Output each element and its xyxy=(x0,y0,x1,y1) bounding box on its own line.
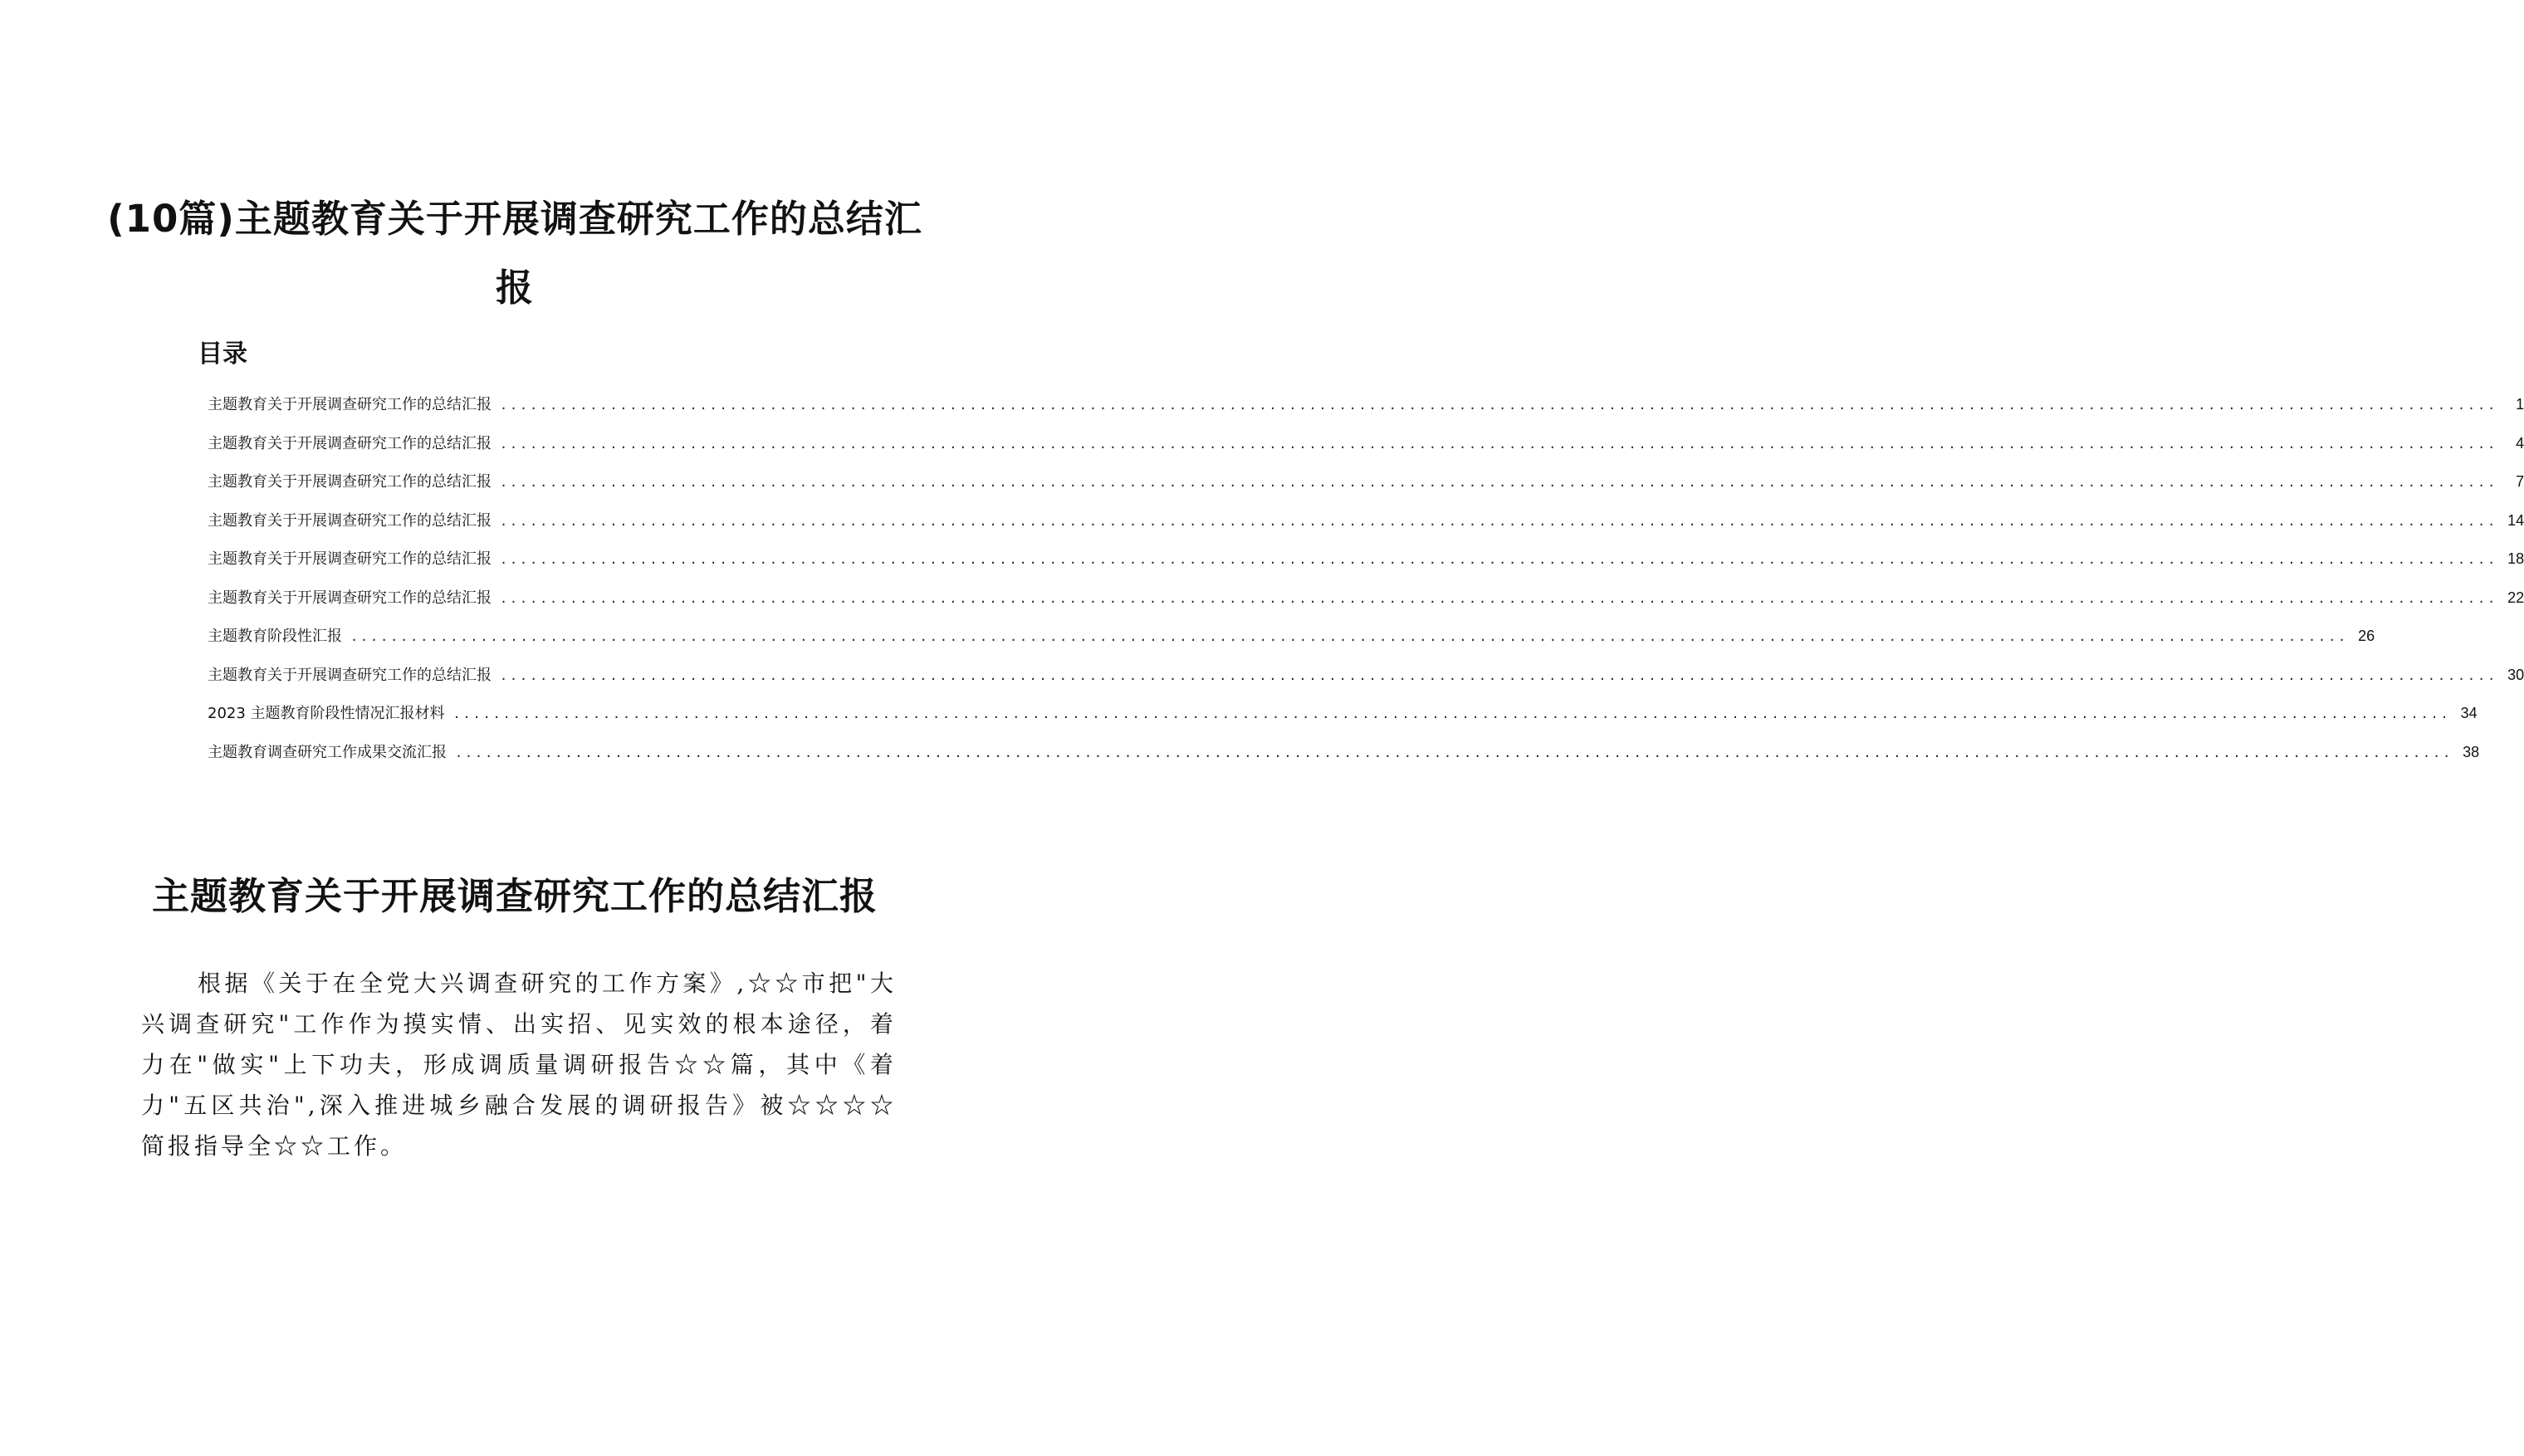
toc-entry-page: 1 xyxy=(2516,396,2524,413)
toc-leader-dots: ........................................................................................................................................................................................................ xyxy=(500,475,2498,490)
toc-leader-dots: ........................................................................................................................................................................................................ xyxy=(500,398,2498,413)
toc-leader-dots: ........................................................................................................................................................................................................ xyxy=(500,590,2498,606)
toc-leader-dots: ........................................................................................................................................................................................................ xyxy=(500,667,2498,683)
toc-entry[interactable] xyxy=(208,663,2524,702)
toc-entry-page: 26 xyxy=(2358,628,2375,644)
toc-leader-dots: ........................................................................................................................................................................................................ xyxy=(455,745,2453,760)
toc-entry-title: 2023 主题教育阶段性情况汇报材料 xyxy=(208,705,445,722)
toc-entry[interactable] xyxy=(208,432,2524,471)
toc-entry-page: 38 xyxy=(2463,743,2480,760)
toc-entry-page: 14 xyxy=(2507,511,2524,529)
toc-entry-title: 主题教育关于开展调查研究工作的总结汇报 xyxy=(208,666,492,684)
toc-leader-dots: ........................................................................................................................................................................................................ xyxy=(500,552,2498,567)
body-paragraph: 根据《关于在全党大兴调查研究的工作方案》,☆☆市把"大兴调查研究"工作作为摸实情、出实招、见实效的根本途径，着力在"做实"上下功夫，形成调质量调研报告☆☆篇，其中《着力"五区共治",深入推进城乡融合发展的调研报告》被☆☆☆☆简报指导全☆☆工作。 xyxy=(141,970,897,1160)
toc-entry-page: 30 xyxy=(2507,666,2524,683)
toc-entry[interactable] xyxy=(208,470,2524,509)
document-title: (10篇)主题教育关于开展调查研究工作的总结汇报 xyxy=(107,197,922,310)
toc-entry-page: 22 xyxy=(2507,589,2524,606)
toc-entry-page: 7 xyxy=(2516,473,2524,490)
toc-entry-title: 主题教育阶段性汇报 xyxy=(208,628,342,645)
toc-entry[interactable] xyxy=(208,740,2480,779)
toc-entry-title: 主题教育关于开展调查研究工作的总结汇报 xyxy=(208,511,492,530)
toc-entry-title: 主题教育关于开展调查研究工作的总结汇报 xyxy=(208,434,492,452)
toc-entry-title: 主题教育调查研究工作成果交流汇报 xyxy=(208,743,447,761)
toc-entry[interactable] xyxy=(208,586,2524,625)
section-title: 主题教育关于开展调查研究工作的总结汇报 xyxy=(151,874,878,918)
toc-entry-title: 主题教育关于开展调查研究工作的总结汇报 xyxy=(208,396,492,413)
toc-entry-title: 主题教育关于开展调查研究工作的总结汇报 xyxy=(208,550,492,568)
toc-entry-page: 34 xyxy=(2460,705,2478,721)
toc-entry[interactable] xyxy=(208,624,2375,663)
toc-leader-dots: ........................................................................................................................................................................................................ xyxy=(452,706,2451,721)
toc-entry[interactable] xyxy=(208,701,2478,740)
toc-entry[interactable] xyxy=(208,393,2524,432)
toc-entry-title: 主题教育关于开展调查研究工作的总结汇报 xyxy=(208,473,492,491)
table-of-contents xyxy=(208,393,2524,779)
toc-leader-dots: ........................................................................................................................................................................................................ xyxy=(500,513,2498,529)
toc-leader-dots: ........................................................................................................................................................................................................ xyxy=(500,436,2498,452)
toc-heading: 目录 xyxy=(198,340,247,369)
toc-entry-page: 18 xyxy=(2507,550,2524,567)
toc-entry-page: 4 xyxy=(2516,434,2524,452)
toc-leader-dots: ........................................................................................................................................................................................................ xyxy=(350,629,2349,644)
toc-entry-title: 主题教育关于开展调查研究工作的总结汇报 xyxy=(208,589,492,607)
toc-entry[interactable] xyxy=(208,547,2524,586)
toc-entry[interactable] xyxy=(208,509,2524,548)
